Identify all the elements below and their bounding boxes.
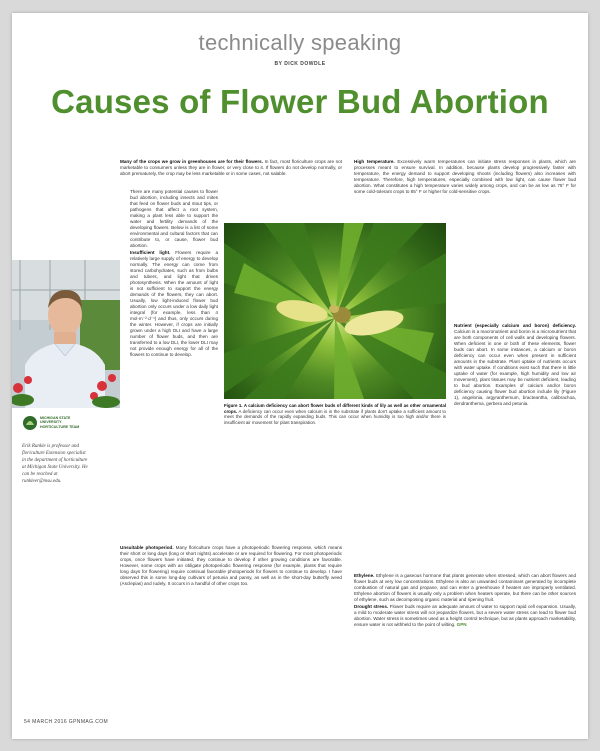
author-portrait-illustration bbox=[12, 260, 120, 408]
column-2-lower bbox=[354, 573, 576, 628]
column-1-lower bbox=[120, 545, 342, 587]
photoperiod-paragraph bbox=[120, 545, 342, 587]
ethylene-text: Ethylene is a gaseous hormone that plants generate when stressed, which can abort flowers and flower buds at very low concentrations. Ethylene is also an unwanted contaminant generated by incomplete combustion of natural gas and propane, and can enter a greenhouse if heaters are improperly ventilated. Ethylene abortion of flowers is usually only a problem when heaters operate, but there can be other sources of ethylene, such as decomposing organic material and ripening fruit. bbox=[354, 573, 576, 602]
intro-block bbox=[120, 159, 342, 177]
page-folio: 54 MARCH 2016 GPNMAG.COM bbox=[24, 719, 109, 725]
magazine-page bbox=[12, 13, 588, 739]
author-bio: Erik Runkle is professor and floriculture Extension specialist in the department of horticulture at Michigan State University. He can be reached at runkleer@msu.edu. bbox=[22, 444, 88, 484]
caption-paragraph bbox=[224, 403, 446, 425]
author-portrait bbox=[12, 260, 120, 408]
insufficient-light-label: Insufficient light. bbox=[130, 250, 171, 255]
byline: BY DICK DOWDLE bbox=[274, 61, 326, 67]
article-headline: Causes of Flower Bud Abortion bbox=[51, 83, 549, 120]
photoperiod-label: Unsuitable photoperiod. bbox=[120, 545, 174, 550]
end-mark: GPN bbox=[456, 622, 467, 627]
high-temperature-text: Excessively warm temperatures can initiate stress responses in plants, which are processes meant to ensure survival. In addition, because plants develop progressively faster with temperature, the energy demand to support developing shoots (including flowers) also increases with temperature. Therefore, high temperatures, especially combined with low light, can cause flower bud abortion. What constitutes a high temperature varies widely among crops, and can be as low as 75° F for some cold-tolerant crops to 85° F or higher for cold-sensitive crops. bbox=[354, 159, 576, 194]
caption-text: A deficiency can occur even when calcium is in the substrate if plants don't uptake a sufficient amount to meet the demands of the rapidly expanding buds. This can occur when humidity is too high and/or there is insufficient air movement for plant transpiration. bbox=[224, 408, 446, 425]
logo-text: MICHIGAN STATE UNIVERSITY HORTICULTURE TEAM bbox=[40, 416, 80, 429]
lily-leaves-illustration bbox=[224, 223, 446, 399]
insufficient-light-paragraph bbox=[130, 250, 218, 358]
nutrient-paragraph bbox=[454, 323, 576, 407]
section-rubric: technically speaking bbox=[198, 30, 402, 55]
drought-text: Flower buds require an adequate amount of water to support rapid cell expansion. Usually, a mild to moderate water stress will not jeopardize flowers, but a severe water stress can lead to flower bud abortion. Water stress is sometimes used as a height control technique, but as plants approach marketability, ensure water is not withheld to the point of wilting. bbox=[354, 604, 577, 627]
photoperiod-text: Many floriculture crops have a photoperiodic flowering response, which means their short or long days (long or short nights) accelerate or are required for flowering. For most photoperiodic crops, once flowers have initiated, they continue to develop if other growing conditions are favorable. However, some crops with an obligate photoperiodic flowering response (for example, plants that require long days for flowering) require continual favorable photoperiods for flowers to continue to develop. I have observed this in some long-day cultivars of petunia and pansy, as well as in the short-day butterfly weed (Asclepias) and rudely. It occurs in a handful of other crops too. bbox=[120, 545, 343, 586]
intro-text: In fact, most floriculture crops are not marketable to consumers unless they are in flower, or very close to it. If flowers do not develop normally, or abort prematurely, the crop may be less marketable or in some cases, not salable. bbox=[120, 159, 342, 176]
intro-paragraph bbox=[120, 159, 342, 177]
nutrient-text: Calcium is a macronutrient and boron is a micronutrient that are both components of cell walls and developing flowers. When deficient in one or both of these elements, flower buds can abort. In some instances, a calcium or boron deficiency can occur even when present in sufficient amounts in the substrate. Plant uptake of nutrients occurs with water uptake. If conditions exist such that there is little uptake of water (for example, high humidity and low air movement), plant tissues may be nutrient deficient, leading to bud abortion. Examples of calcium and/or boron deficiency causing flower bud abortion include lily (Figure 1), angelonia, argyranthemum, bracteantha, calibrachoa, dendranthema, gerbera and petunia. bbox=[454, 329, 576, 406]
column-1-upper bbox=[130, 189, 218, 358]
lily-bud-photo bbox=[224, 223, 446, 399]
col1-paragraph: There are many potential causes to flower bud abortion, including insects and mites that feed on flower buds and stout tips, or pathogens that affect a root system, making a plant less able to support the water and fertility demands of the developing flowers. Below is a list of some environmental and cultural factors that can contribute to, or cause, flower bud abortion. bbox=[130, 189, 218, 248]
nutrient-label: Nutrient (especially calcium and boron) deficiency. bbox=[454, 323, 576, 328]
msu-horticulture-logo bbox=[22, 413, 82, 433]
photo-caption bbox=[224, 403, 446, 425]
ethylene-paragraph bbox=[354, 573, 576, 603]
high-temperature-paragraph bbox=[354, 159, 576, 195]
high-temperature-label: High temperature. bbox=[354, 159, 395, 164]
intro-lead: Many of the crops we grow in greenhouses are for their flowers. bbox=[120, 159, 263, 164]
drought-label: Drought stress. bbox=[354, 604, 389, 609]
column-2-narrow bbox=[454, 323, 576, 407]
ethylene-label: Ethylene. bbox=[354, 573, 375, 578]
insufficient-light-text: Flowers require a relatively large supply of energy to develop normally. The energy can come from stored carbohydrates, such as from bulbs and tubers, and light that drives photosynthesis. When the amount of light is not sufficient to support the energy demands of the flowers, they can abort. Usually, low light-induced flower bud abortion only occurs under a low daily light integral (for example, less than 4 mol·m⁻²·d⁻¹) and thus, only occurs during the winter. However, if crops are initially grown under a high DLI and have a large number of flower buds, and then are transferred to a low DLI, the lower DLI may not provide enough energy for all of the flowers to continue to develop. bbox=[130, 250, 219, 357]
drought-paragraph bbox=[354, 604, 576, 628]
column-2-upper bbox=[354, 159, 576, 195]
caption-label: Figure 1. A calcium deficiency can abort flower buds of different kinds of lily as well as other ornamental crops. bbox=[224, 403, 446, 414]
